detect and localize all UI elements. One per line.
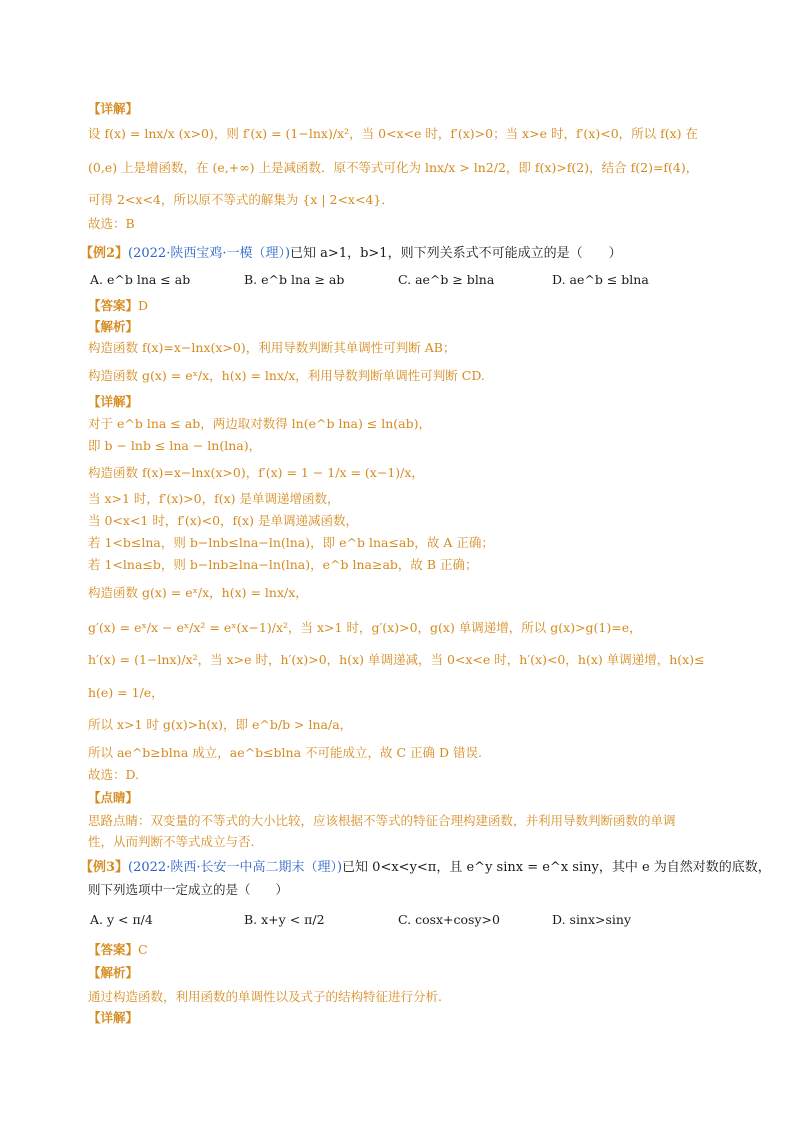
example-3-option-c: C. cosx+cosy>0 — [398, 912, 500, 927]
answer-value: D — [138, 298, 149, 313]
example-3-question-2: 则下列选项中一定成立的是（ ） — [88, 882, 289, 897]
example-3-answer — [88, 942, 148, 958]
point-line-2: 性，从而判断不等式成立与否. — [88, 834, 255, 849]
detail2-line-7: 若 1<lna≤b，则 b−lnb≥lna−ln(lna)，e^b lna≥ab，故 B 正确； — [88, 557, 478, 572]
detail2-line-11: h(e) = 1/e， — [88, 685, 164, 700]
example-3-question: 已知 0<x<y<π，且 e^y sinx = e^x siny，其中 e 为自然对数的底数， — [342, 860, 771, 875]
example-3-source-link[interactable]: (2022·陕西·长安一中高二期末（理）) — [128, 860, 343, 875]
analysis-tag: 【解析】 — [88, 319, 139, 334]
example-2-source-link[interactable]: (2022·陕西宝鸡·一模（理）) — [128, 246, 291, 261]
answer-tag-3: 【答案】 — [88, 942, 139, 957]
example-2-option-d: D. ae^b ≤ blna — [552, 272, 649, 287]
example-3-option-b: B. x+y < π/2 — [244, 912, 325, 927]
example-2-option-a: A. e^b lna ≤ ab — [90, 272, 191, 287]
example-3-heading — [80, 860, 771, 876]
detail2-line-4: 当 x>1 时，f′(x)>0，f(x) 是单调递增函数， — [88, 491, 340, 506]
detail2-line-2: 即 b − lnb ≤ lna − ln(lna)， — [88, 438, 262, 453]
detail2-line-13: 所以 ae^b≥blna 成立，ae^b≤blna 不可能成立，故 C 正确 D 错误. — [88, 745, 482, 760]
detail2-line-10: h′(x) = (1−lnx)/x²，当 x>e 时，h′(x)>0，h(x) 单调递减，当 0<x<e 时，h′(x)<0，h(x) 单调递增，h(x)≤ — [88, 652, 705, 667]
detail-tag-3: 【详解】 — [88, 1010, 139, 1025]
answer-value-3: C — [138, 942, 148, 957]
analysis-line-2: 构造函数 g(x) = eˣ/x，h(x) = lnx/x，利用导数判断单调性可判断 CD. — [88, 368, 485, 383]
detail2-line-12: 所以 x>1 时 g(x)>h(x)，即 e^b/b > lna/a， — [88, 717, 353, 732]
example-2-question: 已知 a>1，b>1，则下列关系式不可能成立的是（ ） — [290, 246, 622, 261]
analysis-tag-3: 【解析】 — [88, 965, 139, 980]
example-3-label: 【例3】 — [80, 860, 129, 875]
detail2-line-1: 对于 e^b lna ≤ ab，两边取对数得 ln(e^b lna) ≤ ln(ab)， — [88, 416, 431, 431]
example-3-option-a: A. y < π/4 — [90, 912, 153, 927]
example-2-option-b: B. e^b lna ≥ ab — [244, 272, 345, 287]
detail-tag: 【详解】 — [88, 101, 139, 116]
analysis-line-1: 构造函数 f(x)=x−lnx(x>0)，利用导数判断其单调性可判断 AB； — [88, 340, 456, 355]
answer-tag: 【答案】 — [88, 298, 139, 313]
detail-line-1: 设 f(x) = lnx/x (x>0)，则 f′(x) = (1−lnx)/x²，当 0<x<e 时，f′(x)>0；当 x>e 时，f′(x)<0，所以 f(x) 在 — [88, 126, 699, 141]
detail-line-3: 可得 2<x<4，所以原不等式的解集为 {x | 2<x<4}． — [88, 192, 394, 207]
point-line-1: 思路点睛：双变量的不等式的大小比较，应该根据不等式的特征合理构建函数，并利用导数判断函数的单调 — [88, 813, 676, 828]
example-2-heading — [80, 246, 622, 262]
example-2-label: 【例2】 — [80, 246, 129, 261]
example-3-option-d: D. sinx>siny — [552, 912, 632, 927]
detail-line-4: 故选：B — [88, 216, 135, 231]
example-2-option-c: C. ae^b ≥ blna — [398, 272, 495, 287]
point-tag: 【点睛】 — [88, 790, 139, 805]
analysis-3-line: 通过构造函数，利用函数的单调性以及式子的结构特征进行分析. — [88, 989, 442, 1004]
detail2-line-6: 若 1<b≤lna，则 b−lnb≤lna−ln(lna)，即 e^b lna≤ab，故 A 正确； — [88, 535, 494, 550]
example-2-answer — [88, 298, 148, 314]
detail2-line-5: 当 0<x<1 时，f′(x)<0，f(x) 是单调递减函数， — [88, 513, 358, 528]
detail2-line-14: 故选：D. — [88, 767, 140, 782]
detail-tag-2: 【详解】 — [88, 394, 139, 409]
detail2-line-3: 构造函数 f(x)=x−lnx(x>0)，f′(x) = 1 − 1/x = (x−1)/x， — [88, 465, 424, 480]
detail-line-2: (0,e) 上是增函数，在 (e,+∞) 上是减函数．原不等式可化为 lnx/x > ln2/2，即 f(x)>f(2)，结合 f(2)=f(4)， — [88, 160, 699, 175]
detail2-line-9: g′(x) = eˣ/x − eˣ/x² = eˣ(x−1)/x²，当 x>1 时，g′(x)>0，g(x) 单调递增，所以 g(x)>g(1)=e， — [88, 620, 642, 635]
detail2-line-8: 构造函数 g(x) = eˣ/x，h(x) = lnx/x， — [88, 585, 308, 600]
